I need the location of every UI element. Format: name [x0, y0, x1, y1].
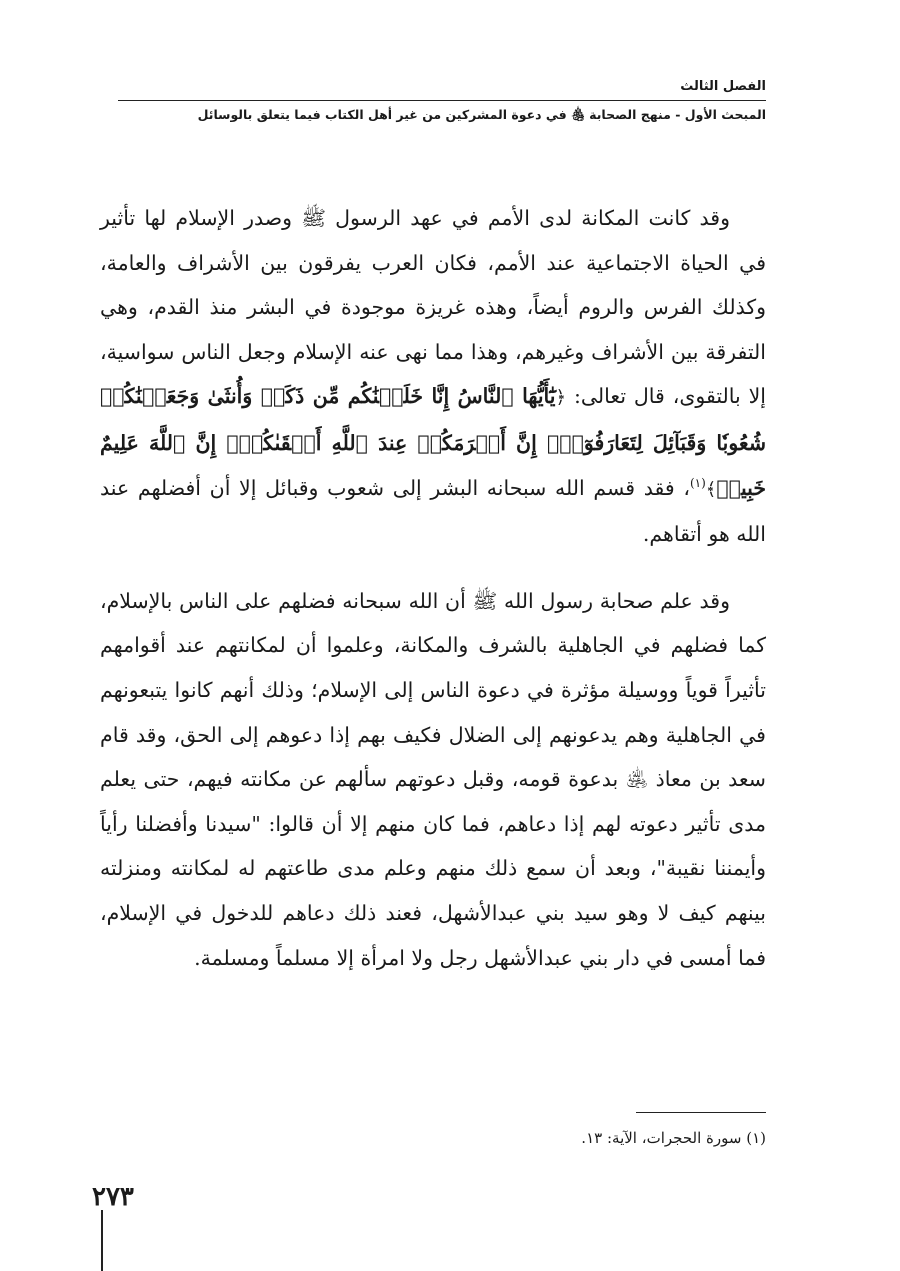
- page-header: [118, 78, 766, 124]
- header-divider: [118, 100, 766, 101]
- paragraph-2: [100, 579, 766, 980]
- page-number: ٢٧٣: [92, 1182, 134, 1212]
- paragraph-1-text: وقد كانت المكانة لدى الأمم في عهد الرسول ﷺ وصدر الإسلام لها تأثير في الحياة الاجتماعية عند الأمم، فكان العرب يفرقون بين الأشراف والعامة، وكذلك الفرس والروم أيضاً، وهذه غريزة موجودة في البشر منذ القدم، وهي التفرقة بين الأشراف وغيرهم، وهذا مما نهى عنه الإسلام وجعل الناس سواسية، إلا بالتقوى، قال تعالى:: [100, 206, 766, 409]
- quran-verse: يَٰٓأَيُّهَا ٱلنَّاسُ إِنَّا خَلَقۡنَٰكُم مِّن ذَكَرٖ وَأُنثَىٰ وَجَعَلۡنَٰكُمۡ شُعُوبٗا وَقَبَآئِلَ لِتَعَارَفُوٓاْۚ إِنَّ أَكۡرَمَكُمۡ عِندَ ٱللَّهِ أَتۡقَىٰكُمۡۚ إِنَّ ٱللَّهَ عَلِيمٌ خَبِيرٞ: [100, 384, 766, 500]
- footnote-text: سورة الحجرات، الآية: ١٣.: [581, 1129, 742, 1147]
- footnote: [300, 1128, 766, 1148]
- paragraph-1: [100, 196, 766, 557]
- paragraph-1-conclusion: ، فقد قسم الله سبحانه البشر إلى شعوب وقبائل إلا أن أفضلهم عند الله هو أتقاهم.: [100, 475, 766, 547]
- quran-open-bracket: ﴿: [555, 387, 567, 409]
- margin-line: [101, 1210, 103, 1271]
- quran-close-bracket: ﴾: [705, 478, 717, 500]
- body-text: [100, 196, 766, 980]
- chapter-title: الفصل الثالث: [680, 79, 766, 94]
- footnote-number: (١): [746, 1129, 766, 1147]
- footnote-reference[interactable]: (١): [689, 475, 706, 490]
- section-title: المبحث الأول - منهج الصحابة ﵃ في دعوة المشركين من غير أهل الكتاب فيما يتعلق بالوسائل: [197, 107, 766, 122]
- paragraph-2-text: وقد علم صحابة رسول الله ﷺ أن الله سبحانه فضلهم على الناس بالإسلام، كما فضلهم في الجاهلية بالشرف والمكانة، وعلموا أن لمكانتهم عند أقوامهم تأثيراً قوياً ووسيلة مؤثرة في دعوة الناس إلى الإسلام؛ وذلك أنهم كانوا يتبعونهم في الجاهلية وهم يدعونهم إلى الضلال فكيف بهم إذا دعوهم إلى الحق، وقد قام سعد بن معاذ ﵁ بدعوة قومه، وقبل دعوتهم سألهم عن مكانته فيهم، حتى يعلم مدى تأثير دعوته لهم إذا دعاهم، فما كان منهم إلا أن قالوا: "سيدنا وأفضلنا رأياً وأيمننا نقيبة"، وبعد أن سمع ذلك منهم وعلم مدى طاعتهم له لمكانته ومنزلته بينهم كيف لا وهو سيد بني عبدالأشهل، فعند ذلك دعاهم للدخول في الإسلام، فما أمسى في دار بني عبدالأشهل رجل ولا امرأة إلا مسلماً ومسلمة.: [100, 588, 766, 970]
- footnote-divider: [636, 1112, 766, 1113]
